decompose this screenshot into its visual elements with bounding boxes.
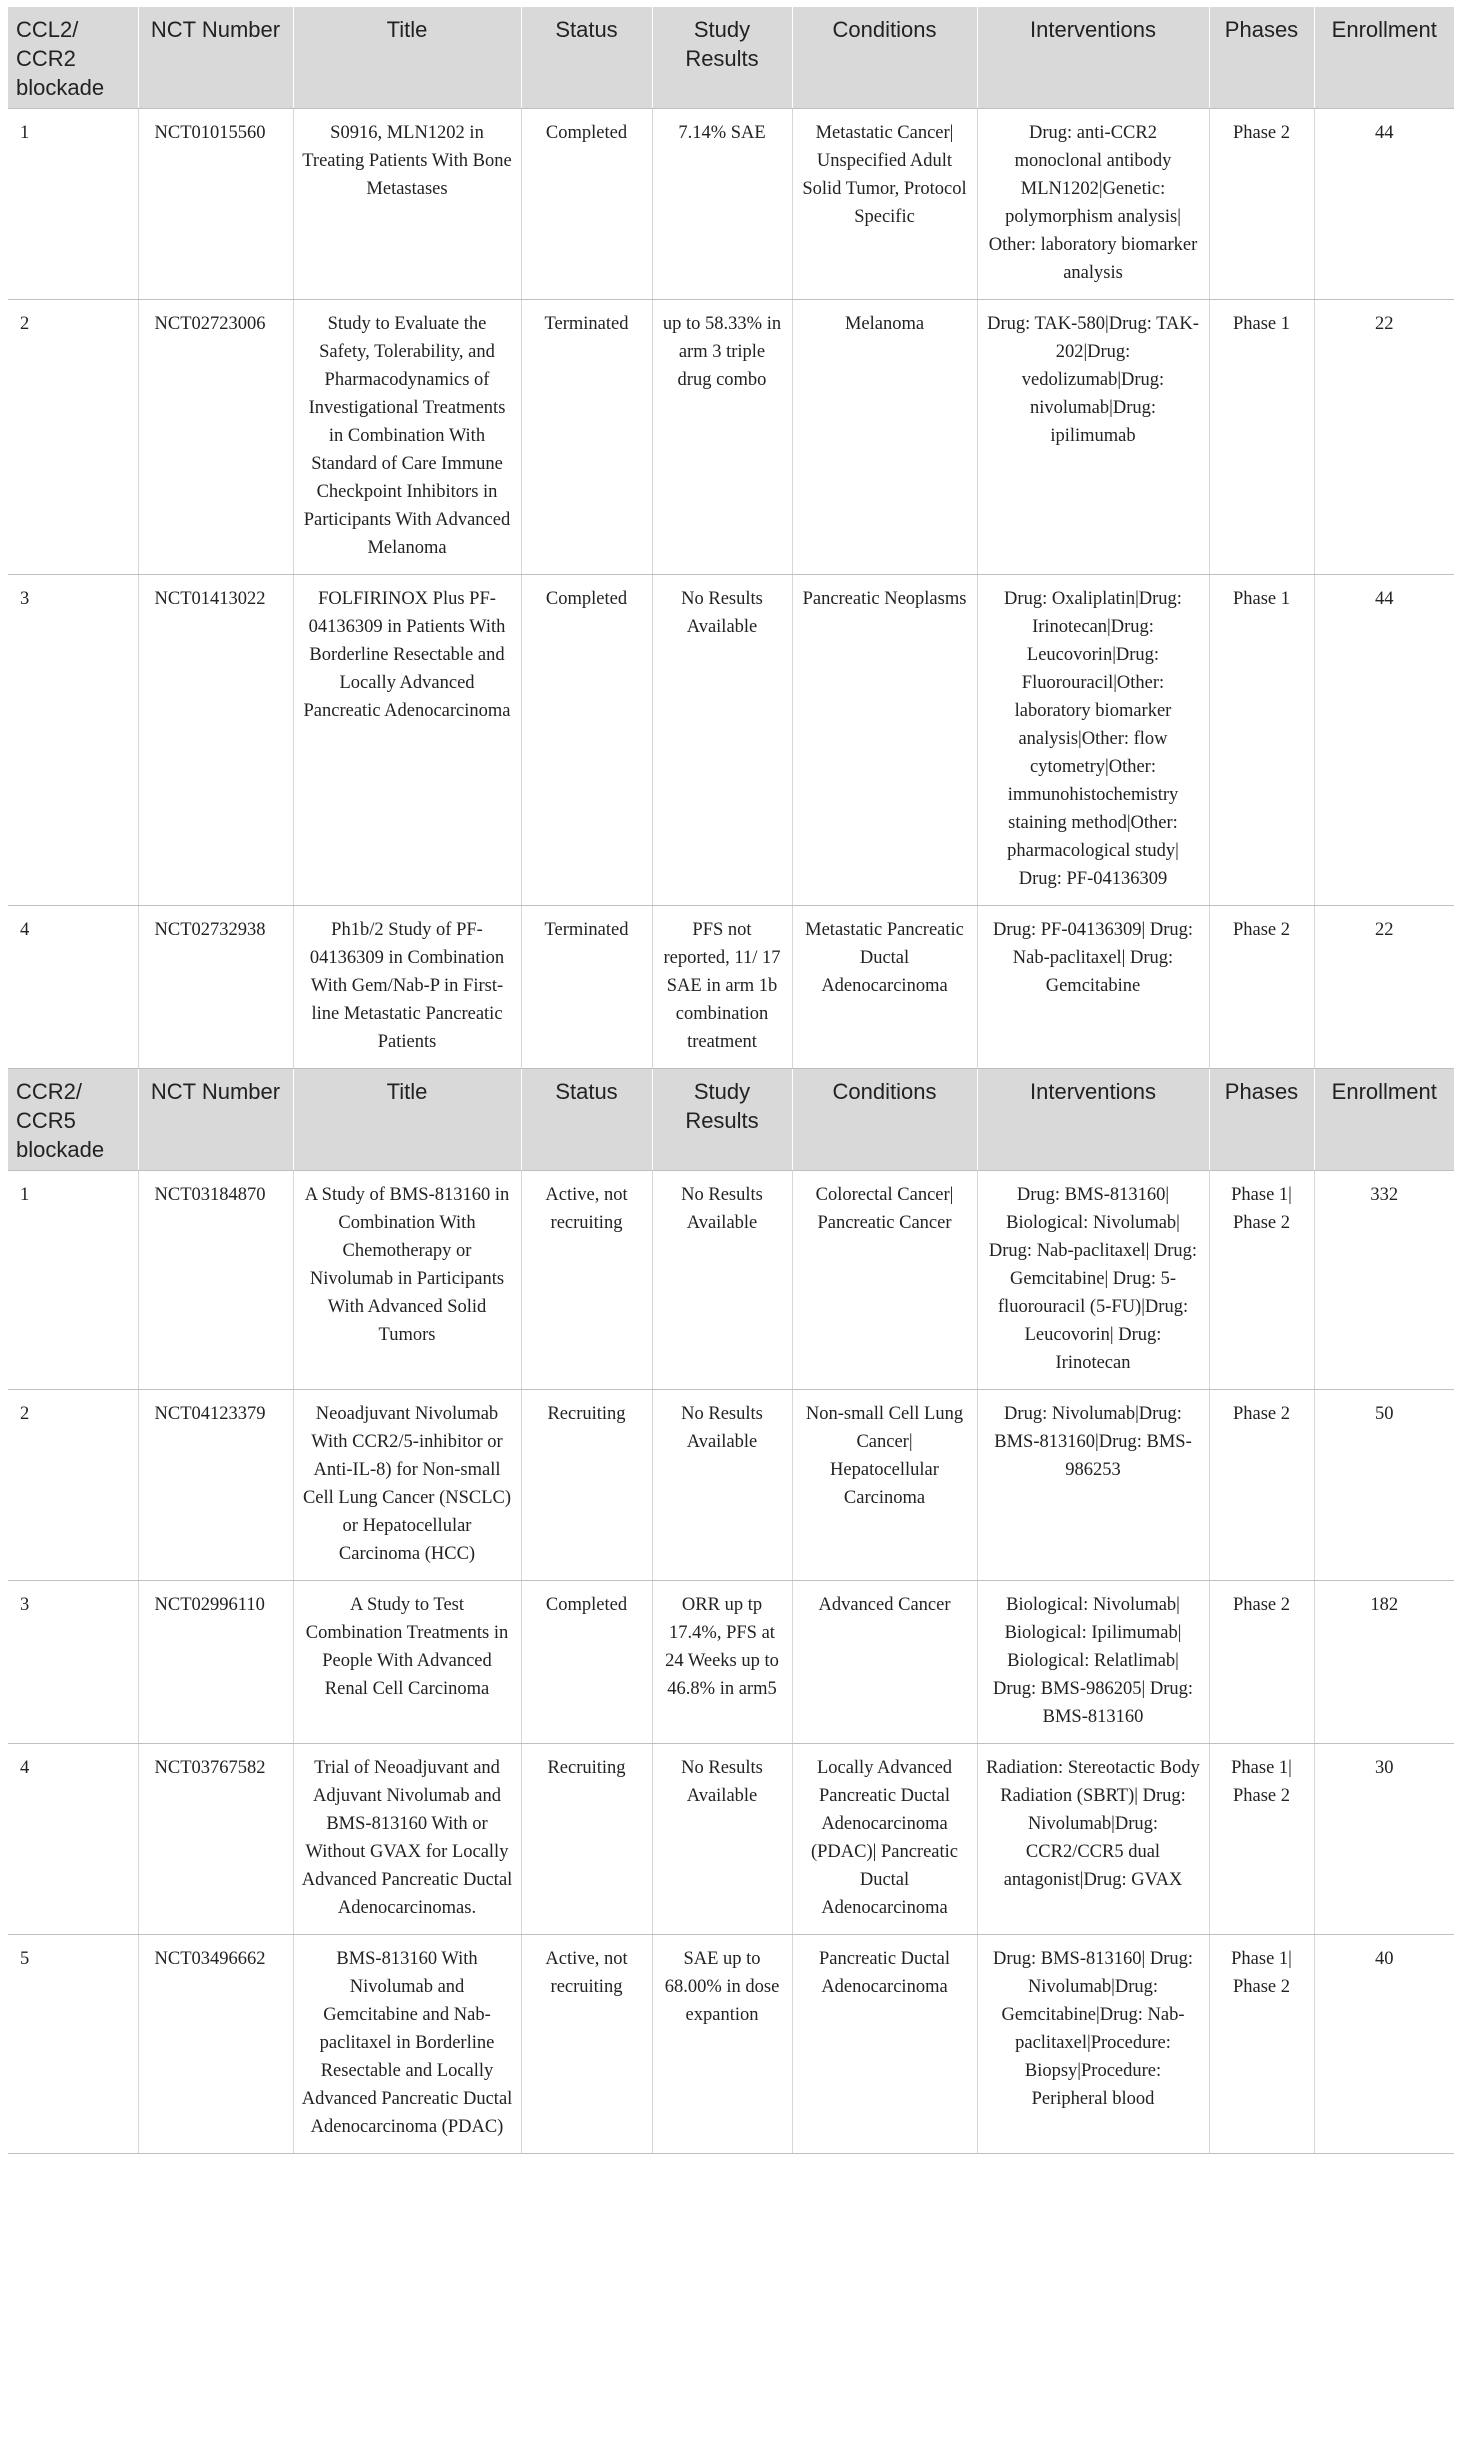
- cell-title: A Study to Test Combination Treatments in People With Advanced Renal Cell Carcinoma: [293, 1581, 521, 1744]
- cell-status: Completed: [521, 109, 652, 300]
- cell-group-label: 1: [8, 109, 138, 300]
- cell-title: Ph1b/2 Study of PF-04136309 in Combination With Gem/Nab-P in First-line Metastatic Pancreatic Patients: [293, 906, 521, 1069]
- column-header-nct-number: NCT Number: [138, 7, 293, 109]
- cell-study-results: No Results Available: [652, 1171, 792, 1390]
- cell-interventions: Biological: Nivolumab| Biological: Ipilimumab| Biological: Relatlimab| Drug: BMS-986205| Drug: BMS-813160: [977, 1581, 1209, 1744]
- cell-group-label: 3: [8, 1581, 138, 1744]
- cell-conditions: Melanoma: [792, 300, 977, 575]
- cell-enrollment: 332: [1314, 1171, 1454, 1390]
- cell-status: Recruiting: [521, 1390, 652, 1581]
- cell-phases: Phase 1: [1209, 575, 1314, 906]
- cell-conditions: Pancreatic Ductal Adenocarcinoma: [792, 1935, 977, 2154]
- column-header-conditions: Conditions: [792, 7, 977, 109]
- cell-interventions: Drug: BMS-813160| Biological: Nivolumab| Drug: Nab-paclitaxel| Drug: Gemcitabine| Drug: 5-fluorouracil (5-FU)|Drug: Leucovorin| Drug: Irinotecan: [977, 1171, 1209, 1390]
- cell-nct-number: NCT01015560: [138, 109, 293, 300]
- cell-group-label: 1: [8, 1171, 138, 1390]
- column-header-conditions: Conditions: [792, 1069, 977, 1171]
- cell-title: A Study of BMS-813160 in Combination With Chemotherapy or Nivolumab in Participants With Advanced Solid Tumors: [293, 1171, 521, 1390]
- table-row: [8, 109, 1454, 300]
- cell-nct-number: NCT03496662: [138, 1935, 293, 2154]
- cell-phases: Phase 2: [1209, 1390, 1314, 1581]
- table-row: [8, 1171, 1454, 1390]
- cell-phases: Phase 1| Phase 2: [1209, 1935, 1314, 2154]
- cell-enrollment: 22: [1314, 906, 1454, 1069]
- cell-status: Completed: [521, 1581, 652, 1744]
- cell-group-label: 3: [8, 575, 138, 906]
- cell-study-results: No Results Available: [652, 575, 792, 906]
- column-header-status: Status: [521, 7, 652, 109]
- header-row-ccr5: [8, 1069, 1454, 1171]
- cell-study-results: ORR up tp 17.4%, PFS at 24 Weeks up to 46.8% in arm5: [652, 1581, 792, 1744]
- cell-conditions: Non-small Cell Lung Cancer| Hepatocellular Carcinoma: [792, 1390, 977, 1581]
- cell-status: Recruiting: [521, 1744, 652, 1935]
- cell-title: Trial of Neoadjuvant and Adjuvant Nivolumab and BMS-813160 With or Without GVAX for Locally Advanced Pancreatic Ductal Adenocarcinomas.: [293, 1744, 521, 1935]
- cell-nct-number: NCT04123379: [138, 1390, 293, 1581]
- cell-phases: Phase 2: [1209, 1581, 1314, 1744]
- table-row: [8, 575, 1454, 906]
- cell-nct-number: NCT03767582: [138, 1744, 293, 1935]
- cell-interventions: Radiation: Stereotactic Body Radiation (SBRT)| Drug: Nivolumab|Drug: CCR2/CCR5 dual antagonist|Drug: GVAX: [977, 1744, 1209, 1935]
- table-row: [8, 1390, 1454, 1581]
- cell-group-label: 2: [8, 1390, 138, 1581]
- column-header-title: Title: [293, 7, 521, 109]
- cell-interventions: Drug: Oxaliplatin|Drug: Irinotecan|Drug: Leucovorin|Drug: Fluorouracil|Other: laboratory biomarker analysis|Other: flow cytometry|Other: immunohistochemistry staining method|Other: pharmacological study| Drug: PF-04136309: [977, 575, 1209, 906]
- cell-study-results: PFS not reported, 11/ 17 SAE in arm 1b combination treatment: [652, 906, 792, 1069]
- column-header-enrollment: Enrollment: [1314, 1069, 1454, 1171]
- column-header-group-label: CCL2/ CCR2 blockade: [8, 7, 138, 109]
- cell-study-results: 7.14% SAE: [652, 109, 792, 300]
- cell-group-label: 2: [8, 300, 138, 575]
- column-header-phases: Phases: [1209, 7, 1314, 109]
- cell-status: Active, not recruiting: [521, 1171, 652, 1390]
- column-header-title: Title: [293, 1069, 521, 1171]
- cell-title: Study to Evaluate the Safety, Tolerability, and Pharmacodynamics of Investigational Treatments in Combination With Standard of Care Immune Checkpoint Inhibitors in Participants With Advanced Melanoma: [293, 300, 521, 575]
- cell-conditions: Pancreatic Neoplasms: [792, 575, 977, 906]
- cell-interventions: Drug: PF-04136309| Drug: Nab-paclitaxel| Drug: Gemcitabine: [977, 906, 1209, 1069]
- cell-phases: Phase 1| Phase 2: [1209, 1171, 1314, 1390]
- cell-group-label: 4: [8, 1744, 138, 1935]
- cell-nct-number: NCT03184870: [138, 1171, 293, 1390]
- cell-enrollment: 50: [1314, 1390, 1454, 1581]
- cell-title: BMS-813160 With Nivolumab and Gemcitabine and Nab-paclitaxel in Borderline Resectable and Locally Advanced Pancreatic Ductal Adenocarcinoma (PDAC): [293, 1935, 521, 2154]
- cell-interventions: Drug: TAK-580|Drug: TAK-202|Drug: vedolizumab|Drug: nivolumab|Drug: ipilimumab: [977, 300, 1209, 575]
- cell-phases: Phase 1| Phase 2: [1209, 1744, 1314, 1935]
- cell-nct-number: NCT02732938: [138, 906, 293, 1069]
- cell-conditions: Colorectal Cancer| Pancreatic Cancer: [792, 1171, 977, 1390]
- cell-status: Completed: [521, 575, 652, 906]
- column-header-status: Status: [521, 1069, 652, 1171]
- cell-enrollment: 44: [1314, 575, 1454, 906]
- cell-status: Terminated: [521, 906, 652, 1069]
- cell-conditions: Metastatic Cancer| Unspecified Adult Solid Tumor, Protocol Specific: [792, 109, 977, 300]
- cell-group-label: 4: [8, 906, 138, 1069]
- table-row: [8, 1581, 1454, 1744]
- cell-enrollment: 40: [1314, 1935, 1454, 2154]
- cell-study-results: SAE up to 68.00% in dose expantion: [652, 1935, 792, 2154]
- clinical-trials-table: [8, 7, 1454, 2154]
- column-header-group-label: CCR2/ CCR5 blockade: [8, 1069, 138, 1171]
- cell-phases: Phase 2: [1209, 109, 1314, 300]
- cell-study-results: No Results Available: [652, 1744, 792, 1935]
- table-body: [8, 7, 1454, 2154]
- cell-conditions: Locally Advanced Pancreatic Ductal Adenocarcinoma (PDAC)| Pancreatic Ductal Adenocarcinoma: [792, 1744, 977, 1935]
- cell-conditions: Advanced Cancer: [792, 1581, 977, 1744]
- cell-title: FOLFIRINOX Plus PF-04136309 in Patients With Borderline Resectable and Locally Advanced Pancreatic Adenocarcinoma: [293, 575, 521, 906]
- cell-phases: Phase 1: [1209, 300, 1314, 575]
- column-header-study-results: Study Results: [652, 1069, 792, 1171]
- cell-title: Neoadjuvant Nivolumab With CCR2/5-inhibitor or Anti-IL-8) for Non-small Cell Lung Cancer (NSCLC) or Hepatocellular Carcinoma (HCC): [293, 1390, 521, 1581]
- table-row: [8, 906, 1454, 1069]
- cell-group-label: 5: [8, 1935, 138, 2154]
- cell-interventions: Drug: anti-CCR2 monoclonal antibody MLN1202|Genetic: polymorphism analysis| Other: laboratory biomarker analysis: [977, 109, 1209, 300]
- table-row: [8, 300, 1454, 575]
- cell-enrollment: 22: [1314, 300, 1454, 575]
- cell-interventions: Drug: Nivolumab|Drug: BMS-813160|Drug: BMS-986253: [977, 1390, 1209, 1581]
- column-header-enrollment: Enrollment: [1314, 7, 1454, 109]
- column-header-interventions: Interventions: [977, 7, 1209, 109]
- cell-enrollment: 44: [1314, 109, 1454, 300]
- cell-study-results: up to 58.33% in arm 3 triple drug combo: [652, 300, 792, 575]
- cell-interventions: Drug: BMS-813160| Drug: Nivolumab|Drug: Gemcitabine|Drug: Nab-paclitaxel|Procedure: Biopsy|Procedure: Peripheral blood: [977, 1935, 1209, 2154]
- column-header-nct-number: NCT Number: [138, 1069, 293, 1171]
- cell-nct-number: NCT02996110: [138, 1581, 293, 1744]
- column-header-study-results: Study Results: [652, 7, 792, 109]
- cell-nct-number: NCT02723006: [138, 300, 293, 575]
- cell-nct-number: NCT01413022: [138, 575, 293, 906]
- cell-enrollment: 182: [1314, 1581, 1454, 1744]
- cell-conditions: Metastatic Pancreatic Ductal Adenocarcinoma: [792, 906, 977, 1069]
- cell-status: Terminated: [521, 300, 652, 575]
- cell-phases: Phase 2: [1209, 906, 1314, 1069]
- table-row: [8, 1935, 1454, 2154]
- cell-title: S0916, MLN1202 in Treating Patients With Bone Metastases: [293, 109, 521, 300]
- column-header-interventions: Interventions: [977, 1069, 1209, 1171]
- column-header-phases: Phases: [1209, 1069, 1314, 1171]
- header-row-ccl2: [8, 7, 1454, 109]
- cell-enrollment: 30: [1314, 1744, 1454, 1935]
- cell-study-results: No Results Available: [652, 1390, 792, 1581]
- cell-status: Active, not recruiting: [521, 1935, 652, 2154]
- table-row: [8, 1744, 1454, 1935]
